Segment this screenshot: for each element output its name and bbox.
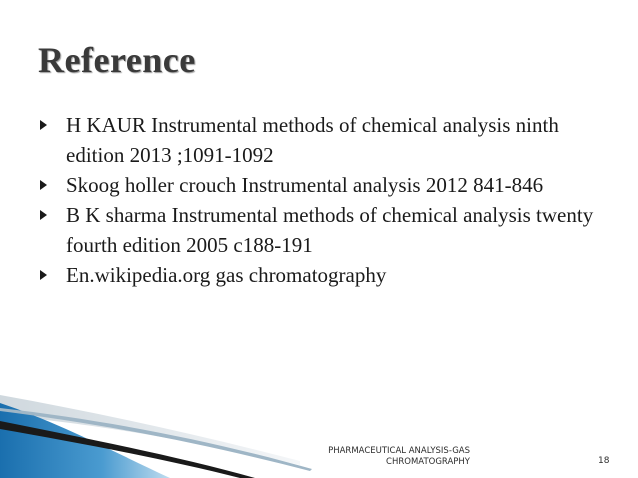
slide-number: 18 — [598, 456, 610, 466]
bullet-arrow-icon — [40, 120, 47, 130]
reference-item — [38, 260, 608, 290]
bullet-arrow-icon — [40, 270, 47, 280]
reference-text: B K sharma Instrumental methods of chemical analysis twenty fourth edition 2005 c188-191 — [66, 203, 594, 257]
reference-item — [38, 200, 608, 260]
bullet-arrow-icon — [40, 210, 47, 220]
reference-item — [38, 170, 608, 200]
reference-list — [38, 110, 608, 290]
decorative-swoosh — [0, 395, 638, 478]
reference-item — [38, 110, 608, 170]
reference-text: En.wikipedia.org gas chromatography — [66, 263, 387, 287]
footer-line: PHARMACEUTICAL ANALYSIS-GAS — [328, 446, 470, 456]
footer-text — [320, 446, 470, 468]
bullet-arrow-icon — [40, 180, 47, 190]
slide-title: Reference — [38, 40, 196, 80]
reference-text: H KAUR Instrumental methods of chemical analysis ninth edition 2013 ;1091-1092 — [66, 113, 559, 167]
reference-text: Skoog holler crouch Instrumental analysis 2012 841-846 — [66, 173, 544, 197]
footer-line: CHROMATOGRAPHY — [386, 457, 470, 467]
